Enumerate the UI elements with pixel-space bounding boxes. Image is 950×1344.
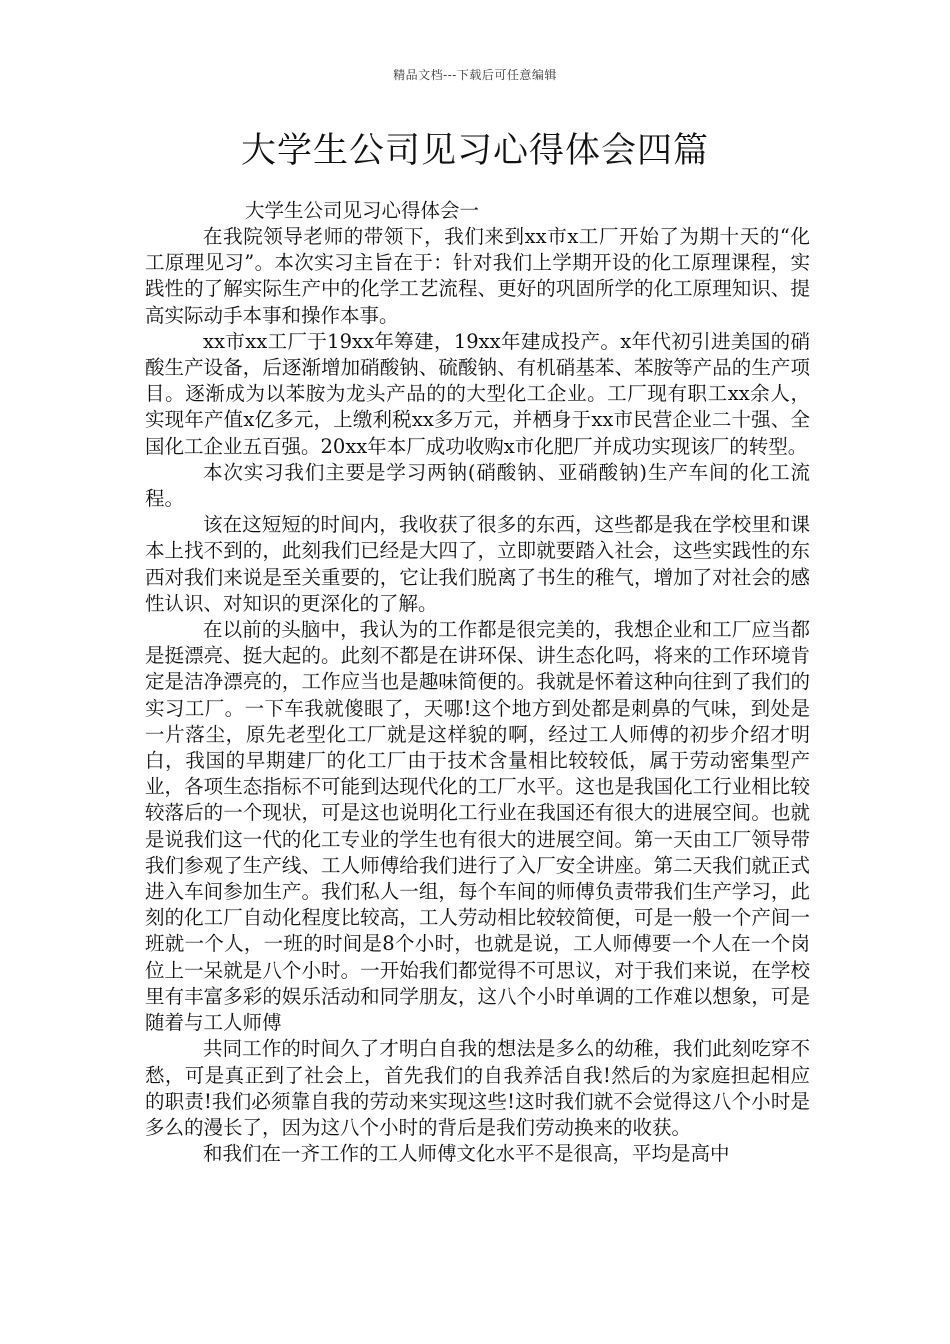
paragraph-5: 在以前的头脑中，我认为的工作都是很完美的，我想企业和工厂应当都是挺漂亮、挺大起的。此刻不都是在讲环保、讲生态化吗，将来的工作环境肯定是洁净漂亮的，工作应当也是趣味简便的。我就是怀着这种向往到了我们的实习工厂。一下车我就傻眼了，天哪!这个地方到处都是刺鼻的气味，到处是一片落尘，原先老型化工厂就是这样貌的啊，经过工人师傅的初步介绍才明白，我国的早期建厂的化工厂由于技术含量相比较较低，属于劳动密集型产业，各项生态指标不可能到达现代化的工厂水平。这也是我国化工行业相比较较落后的一个现状，可是这也说明化工行业在我国还有很大的进展空间。也就是说我们这一代的化工专业的学生也有很大的进展空间。第一天由工厂领导带我们参观了生产线、工人师傅给我们进行了入厂安全讲座。第二天我们就正式进入车间参加生产。我们私人一组，每个车间的师傅负责带我们生产学习，此刻的化工厂自动化程度比较高，工人劳动相比较较简便，可是一般一个产间一班就一个人，一班的时间是8个小时，也就是说，工人师傅要一个人在一个岗位上一呆就是八个小时。一开始我们都觉得不可思议，对于我们来说，在学校里有丰富多彩的娱乐活动和同学朋友，这八个小时单调的工作难以想象，可是随着与工人师傅 (145, 618, 810, 1035)
header-note: 精品文档---下载后可任意编辑 (393, 68, 557, 82)
document-body (145, 198, 810, 1167)
paragraph-3: 本次实习我们主要是学习两钠(硝酸钠、亚硝酸钠)生产车间的化工流程。 (145, 460, 810, 511)
paragraph-2: xx市xx工厂于19xx年筹建，19xx年建成投产。x年代初引进美国的硝酸生产设备，后逐渐增加硝酸钠、硫酸钠、有机硝基苯、苯胺等产品的生产项目。逐渐成为以苯胺为龙头产品的的大型化工企业。工厂现有职工xx余人，实现年产值x亿多元，上缴利税xx多万元，并栖身于xx市民营企业二十强、全国化工企业五百强。20xx年本厂成功收购x市化肥厂并成功实现该厂的转型。 (145, 329, 810, 458)
section-subtitle: 大学生公司见习心得体会一 (245, 199, 480, 222)
paragraph-4: 该在这短短的时间内，我收获了很多的东西，这些都是我在学校里和课本上找不到的，此刻我们已经是大四了，立即就要踏入社会，这些实践性的东西对我们来说是至关重要的，它让我们脱离了书生的稚气，增加了对社会的感性认识、对知识的更深化的了解。 (145, 513, 810, 615)
paragraph-1: 在我院领导老师的带领下，我们来到xx市x工厂开始了为期十天的“化工原理见习”。本次实习主旨在于：针对我们上学期开设的化工原理课程，实践性的了解实际生产中的化学工艺流程、更好的巩固所学的化工原理知识、提高实际动手本事和操作本事。 (145, 225, 810, 327)
paragraph-6: 共同工作的时间久了才明白自我的想法是多么的幼稚，我们此刻吃穿不愁，可是真正到了社会上，首先我们的自我养活自我!然后的为家庭担起相应的职责!我们必须靠自我的劳动来实现这些!这时我们就不会觉得这八个小时是多么的漫长了，因为这八个小时的背后是我们劳动换来的收获。 (145, 1037, 810, 1139)
document-title: 大学生公司见习心得体会四篇 (240, 131, 709, 171)
paragraph-7: 和我们在一齐工作的工人师傅文化水平不是很高，平均是高中 (203, 1142, 730, 1166)
